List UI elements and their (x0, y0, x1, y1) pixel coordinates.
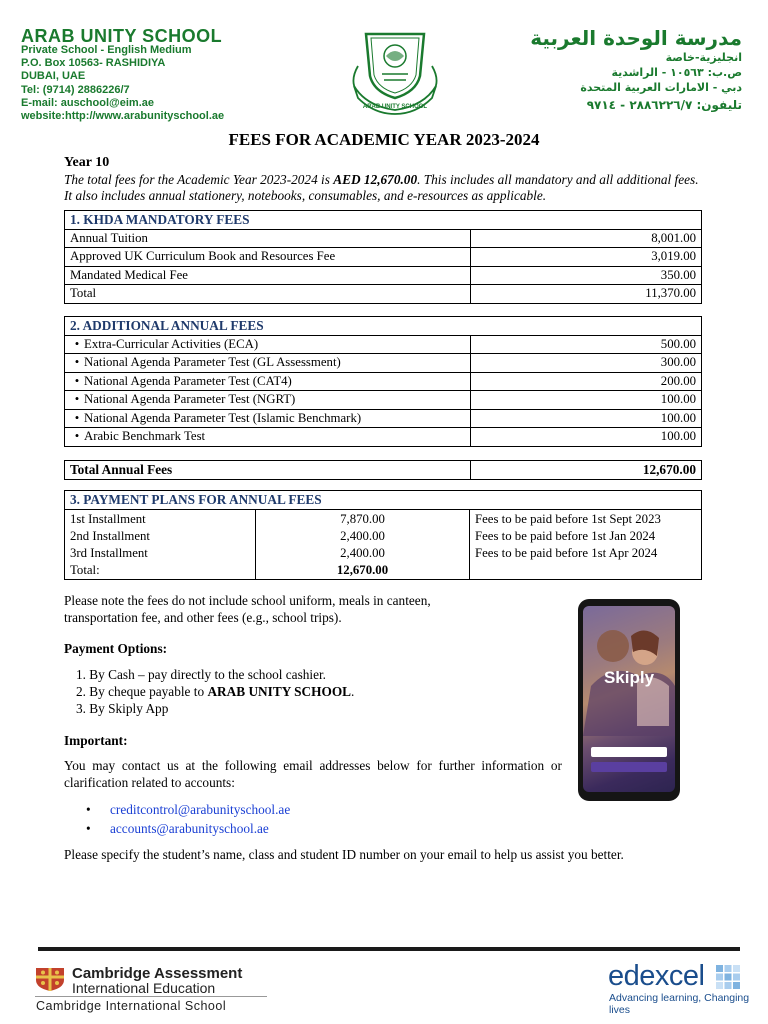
page-title: FEES FOR ACADEMIC YEAR 2023-2024 (228, 130, 540, 149)
khda-fees-table (64, 210, 702, 304)
fee-amount: 200.00 (471, 372, 702, 391)
payment-option-2: 2. By cheque payable to ARAB UNITY SCHOOL. (76, 684, 355, 699)
cambridge-school-label: Cambridge International School (36, 999, 227, 1013)
fee-amount: 8,001.00 (471, 229, 702, 248)
additional-fees-table (64, 316, 702, 447)
fee-label: Approved UK Curriculum Book and Resources Fee (65, 248, 471, 267)
fee-label: Mandated Medical Fee (65, 266, 471, 285)
table-row (65, 528, 702, 545)
fee-label (65, 428, 471, 447)
phone-screen (583, 606, 675, 792)
edexcel-grid-icon (716, 965, 740, 989)
total-label: Total Annual Fees (65, 461, 471, 480)
email-line: E-mail: auschool@eim.ae (21, 96, 154, 109)
cambridge-shield-icon (34, 966, 66, 992)
fee-label-text: Arabic Benchmark Test (84, 429, 206, 443)
fee-amount: 350.00 (471, 266, 702, 285)
fee-label (65, 335, 471, 354)
bullet-icon: • (74, 392, 80, 406)
email-link-accounts[interactable]: accounts@arabunityschool.ae (110, 821, 269, 836)
fee-amount: 100.00 (471, 391, 702, 410)
installment-deadline (470, 562, 702, 580)
section-heading: 3. PAYMENT PLANS FOR ANNUAL FEES (65, 491, 702, 510)
payment-plans-table (64, 490, 702, 580)
fee-label-text: National Agenda Parameter Test (GL Assessment) (84, 355, 341, 369)
table-row (65, 428, 702, 447)
fee-amount: 500.00 (471, 335, 702, 354)
fee-amount: 100.00 (471, 428, 702, 447)
arabic-address-line: دبي - الامارات العربية المتحدة (580, 81, 742, 94)
cambridge-subtitle: International Education (72, 980, 216, 996)
edexcel-tagline: Advancing learning, Changing lives (609, 992, 750, 1016)
payee-name: ARAB UNITY SCHOOL (207, 684, 352, 699)
installment-amount: 12,670.00 (256, 562, 470, 580)
fee-label (65, 391, 471, 410)
contact-text: You may contact us at the following email addresses below for further information or clarification related to accounts: (64, 758, 562, 790)
installment-label: 3rd Installment (65, 545, 256, 562)
fee-label (65, 372, 471, 391)
installment-deadline: Fees to be paid before 1st Jan 2024 (470, 528, 702, 545)
table-row (65, 248, 702, 267)
fee-label (65, 409, 471, 428)
fee-label-text: National Agenda Parameter Test (NGRT) (84, 392, 296, 406)
intro-total-amount: AED 12,670.00 (333, 172, 418, 187)
address-line: P.O. Box 10563- RASHIDIYA (21, 57, 166, 70)
edexcel-logo: edexcel (608, 960, 705, 992)
fee-label-text: National Agenda Parameter Test (CAT4) (84, 373, 292, 388)
fee-amount: 100.00 (471, 409, 702, 428)
payment-options-heading: Payment Options: (64, 641, 168, 656)
email-link-creditcontrol[interactable]: creditcontrol@arabunityschool.ae (110, 802, 291, 817)
installment-deadline: Fees to be paid before 1st Sept 2023 (470, 509, 702, 528)
intro-text: . This includes all mandatory and all additional fees. It also includes annual stationery, notebooks, consumables, and e-resources as applicable. (64, 172, 699, 203)
table-row (65, 354, 702, 373)
cambridge-title: Cambridge Assessment (72, 965, 243, 982)
table-row (65, 391, 702, 410)
closing-text: Please specify the student’s name, class and student ID number on your email to help us assist you better. (64, 847, 624, 862)
fee-amount: 300.00 (471, 354, 702, 373)
table-row (65, 266, 702, 285)
installment-amount: 7,870.00 (256, 509, 470, 528)
payment-option-3: 3. By Skiply App (76, 701, 169, 716)
signup-button-image (591, 747, 667, 757)
skiply-logo: Skiply (603, 668, 655, 687)
exclusions-note: Please note the fees do not include school uniform, meals in canteen, transportation fee, and other fees (e.g., school trips). (64, 593, 431, 625)
installment-amount: 2,400.00 (256, 528, 470, 545)
arabic-phone: تليفون: ٢٨٨٦٢٢٦/٧ - ٩٧١٤ (586, 98, 742, 112)
total-annual-table (64, 460, 702, 480)
section-heading: 1. KHDA MANDATORY FEES (65, 211, 702, 230)
school-address (21, 44, 224, 123)
fee-label: Total (65, 285, 471, 304)
arabic-address (580, 50, 742, 95)
section-heading: 2. ADDITIONAL ANNUAL FEES (65, 317, 702, 336)
installment-deadline: Fees to be paid before 1st Apr 2024 (470, 545, 702, 562)
table-row (65, 285, 702, 304)
fee-label (65, 354, 471, 373)
arabic-address-line: ص.ب: ١٠٥٦٣ - الراشدية (611, 66, 742, 79)
intro-text: The total fees for the Academic Year 2023-2024 is (64, 172, 334, 187)
important-heading: Important: (64, 733, 128, 748)
bullet-icon: • (74, 336, 80, 351)
bullet-icon: • (74, 355, 80, 369)
payment-option-1: 1. By Cash – pay directly to the school cashier. (76, 667, 327, 682)
school-crest-icon (346, 26, 444, 116)
payment-option-text: By cheque payable to (89, 684, 208, 699)
payment-option-text: . (351, 684, 355, 699)
arabic-school-name: مدرسة الوحدة العربية (530, 26, 742, 50)
total-amount: 12,670.00 (471, 461, 702, 480)
intro-paragraph (64, 172, 709, 204)
table-row (65, 372, 702, 391)
email-list-item (86, 801, 91, 818)
installment-label: 2nd Installment (65, 528, 256, 545)
installment-label: Total: (65, 562, 256, 580)
bullet-icon: • (86, 821, 91, 836)
payment-option-text: By Cash – pay directly to the school cashier. (89, 667, 327, 682)
bullet-icon: • (74, 373, 80, 388)
table-row (65, 509, 702, 528)
fee-label-text: Extra-Curricular Activities (ECA) (84, 336, 259, 351)
fee-amount: 3,019.00 (471, 248, 702, 267)
skiply-phone-image (578, 599, 680, 801)
installment-label: 1st Installment (65, 509, 256, 528)
bullet-icon: • (74, 429, 80, 443)
website-line: website:http://www.arabunityschool.ae (21, 110, 225, 123)
footer-divider (38, 947, 740, 951)
bullet-icon: • (74, 410, 80, 425)
table-row (65, 335, 702, 354)
payment-option-text: By Skiply App (89, 701, 169, 716)
year-label: Year 10 (64, 155, 110, 170)
email-list-item (86, 820, 91, 837)
bullet-icon: • (86, 802, 91, 817)
table-row (65, 229, 702, 248)
arabic-address-line: انجليزية-خاصة (665, 51, 742, 64)
crest-text: ARAB UNITY SCHOOL (362, 104, 428, 110)
table-row (65, 409, 702, 428)
installment-amount: 2,400.00 (256, 545, 470, 562)
fee-label-text: National Agenda Parameter Test (Islamic Benchmark) (84, 410, 362, 425)
fee-label: Annual Tuition (65, 229, 471, 248)
login-button-image (591, 762, 667, 772)
address-line: DUBAI, UAE (21, 70, 86, 83)
table-row (65, 562, 702, 580)
school-name: ARAB UNITY SCHOOL (21, 26, 223, 46)
address-line: Private School - English Medium (21, 44, 192, 56)
table-row (65, 545, 702, 562)
fee-amount: 11,370.00 (471, 285, 702, 304)
table-row (65, 461, 702, 480)
address-line: Tel: (9714) 2886226/7 (21, 83, 130, 96)
cambridge-divider (35, 996, 267, 997)
